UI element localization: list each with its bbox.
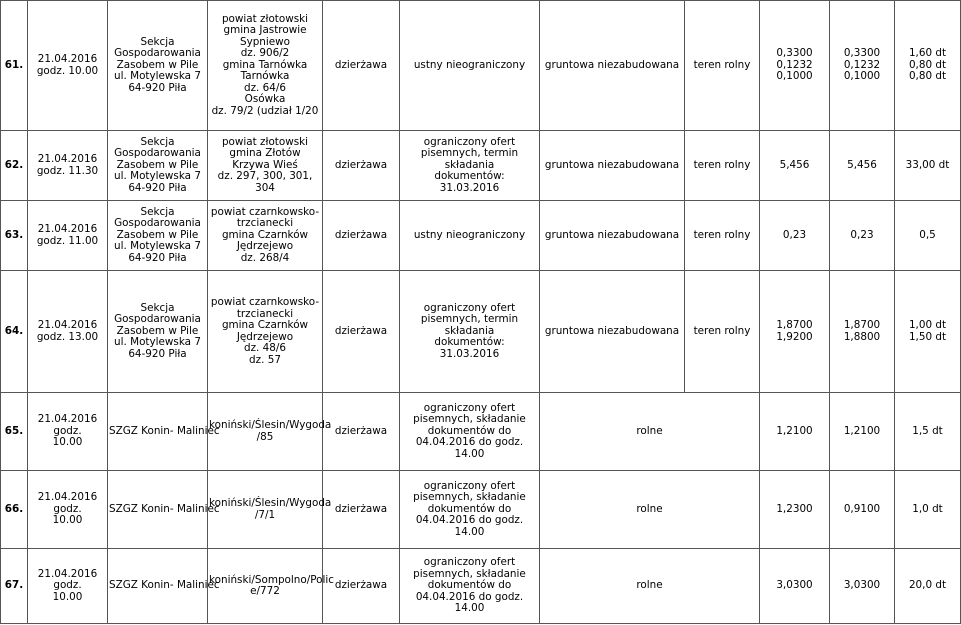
organizer: Sekcja Gospodarowania Zasobem w Pile ul. Motylewska 7 64-920 Piła <box>108 271 208 393</box>
area-arable: 1,2100 <box>830 393 895 471</box>
land-type: gruntowa niezabudowana <box>540 201 685 271</box>
area-arable: 0,3300 0,1232 0,1000 <box>830 1 895 131</box>
auction-date: 21.04.2016 godz. 10.00 <box>28 549 108 624</box>
row-number: 64. <box>1 271 28 393</box>
organizer: Sekcja Gospodarowania Zasobem w Pile ul. Motylewska 7 64-920 Piła <box>108 131 208 201</box>
tender-form: ograniczony ofert pisemnych, składanie dokumentów do 04.04.2016 do godz. 14.00 <box>400 549 540 624</box>
lease-type: dzierżawa <box>323 1 400 131</box>
tender-form: ustny nieograniczony <box>400 1 540 131</box>
lease-type: dzierżawa <box>323 131 400 201</box>
property-location: powiat czarnkowsko- trzcianecki gmina Czarnków Jędrzejewo dz. 48/6 dz. 57 <box>208 271 323 393</box>
land-use: teren rolny <box>685 271 760 393</box>
organizer: SZGZ Konin- Maliniec <box>108 393 208 471</box>
auction-date: 21.04.2016 godz. 13.00 <box>28 271 108 393</box>
table-row <box>1 549 961 624</box>
row-number: 63. <box>1 201 28 271</box>
tender-form: ograniczony ofert pisemnych, termin składania dokumentów: 31.03.2016 <box>400 271 540 393</box>
land-type: rolne <box>540 471 760 549</box>
lease-type: dzierżawa <box>323 271 400 393</box>
table-row <box>1 393 961 471</box>
area-arable: 5,456 <box>830 131 895 201</box>
area-total: 3,0300 <box>760 549 830 624</box>
table-row <box>1 471 961 549</box>
area-total: 0,23 <box>760 201 830 271</box>
area-arable: 0,23 <box>830 201 895 271</box>
area-total: 5,456 <box>760 131 830 201</box>
organizer: Sekcja Gospodarowania Zasobem w Pile ul. Motylewska 7 64-920 Piła <box>108 201 208 271</box>
tender-form: ograniczony ofert pisemnych, termin składania dokumentów: 31.03.2016 <box>400 131 540 201</box>
tender-form: ograniczony ofert pisemnych, składanie dokumentów do 04.04.2016 do godz. 14.00 <box>400 393 540 471</box>
area-arable: 3,0300 <box>830 549 895 624</box>
property-location: powiat czarnkowsko- trzcianecki gmina Czarnków Jędrzejewo dz. 268/4 <box>208 201 323 271</box>
row-number: 67. <box>1 549 28 624</box>
area-total: 1,2100 <box>760 393 830 471</box>
starting-rent: 33,00 dt <box>895 131 961 201</box>
table-row <box>1 271 961 393</box>
organizer: SZGZ Konin- Maliniec <box>108 471 208 549</box>
area-arable: 1,8700 1,8800 <box>830 271 895 393</box>
land-type: rolne <box>540 393 760 471</box>
starting-rent: 1,0 dt <box>895 471 961 549</box>
starting-rent: 1,5 dt <box>895 393 961 471</box>
property-location: koniński/Ślesin/Wygoda /85 <box>208 393 323 471</box>
starting-rent: 1,00 dt 1,50 dt <box>895 271 961 393</box>
land-type: gruntowa niezabudowana <box>540 131 685 201</box>
property-location: powiat złotowski gmina Złotów Krzywa Wieś dz. 297, 300, 301, 304 <box>208 131 323 201</box>
auction-date: 21.04.2016 godz. 10.00 <box>28 393 108 471</box>
row-number: 61. <box>1 1 28 131</box>
table-row <box>1 201 961 271</box>
table-row <box>1 1 961 131</box>
lease-type: dzierżawa <box>323 549 400 624</box>
row-number: 62. <box>1 131 28 201</box>
land-use: teren rolny <box>685 201 760 271</box>
area-total: 1,2300 <box>760 471 830 549</box>
lease-type: dzierżawa <box>323 201 400 271</box>
area-arable: 0,9100 <box>830 471 895 549</box>
land-type: rolne <box>540 549 760 624</box>
land-type: gruntowa niezabudowana <box>540 271 685 393</box>
land-use: teren rolny <box>685 131 760 201</box>
property-location: koniński/Ślesin/Wygoda /7/1 <box>208 471 323 549</box>
land-type: gruntowa niezabudowana <box>540 1 685 131</box>
lease-type: dzierżawa <box>323 393 400 471</box>
auction-date: 21.04.2016 godz. 10.00 <box>28 1 108 131</box>
auction-date: 21.04.2016 godz. 11.00 <box>28 201 108 271</box>
row-number: 66. <box>1 471 28 549</box>
tender-form: ograniczony ofert pisemnych, składanie dokumentów do 04.04.2016 do godz. 14.00 <box>400 471 540 549</box>
lease-type: dzierżawa <box>323 471 400 549</box>
land-use: teren rolny <box>685 1 760 131</box>
tender-form: ustny nieograniczony <box>400 201 540 271</box>
row-number: 65. <box>1 393 28 471</box>
organizer: SZGZ Konin- Maliniec <box>108 549 208 624</box>
property-location: powiat złotowski gmina Jastrowie Sypniewo dz. 906/2 gmina Tarnówka Tarnówka dz. 64/6 Osówka dz. 79/2 (udział 1/20 <box>208 1 323 131</box>
starting-rent: 0,5 <box>895 201 961 271</box>
starting-rent: 1,60 dt 0,80 dt 0,80 dt <box>895 1 961 131</box>
area-total: 1,8700 1,9200 <box>760 271 830 393</box>
property-location: koniński/Sompolno/Polic e/772 <box>208 549 323 624</box>
auction-date: 21.04.2016 godz. 11.30 <box>28 131 108 201</box>
table-row <box>1 131 961 201</box>
starting-rent: 20,0 dt <box>895 549 961 624</box>
auction-date: 21.04.2016 godz. 10.00 <box>28 471 108 549</box>
area-total: 0,3300 0,1232 0,1000 <box>760 1 830 131</box>
organizer: Sekcja Gospodarowania Zasobem w Pile ul. Motylewska 7 64-920 Piła <box>108 1 208 131</box>
